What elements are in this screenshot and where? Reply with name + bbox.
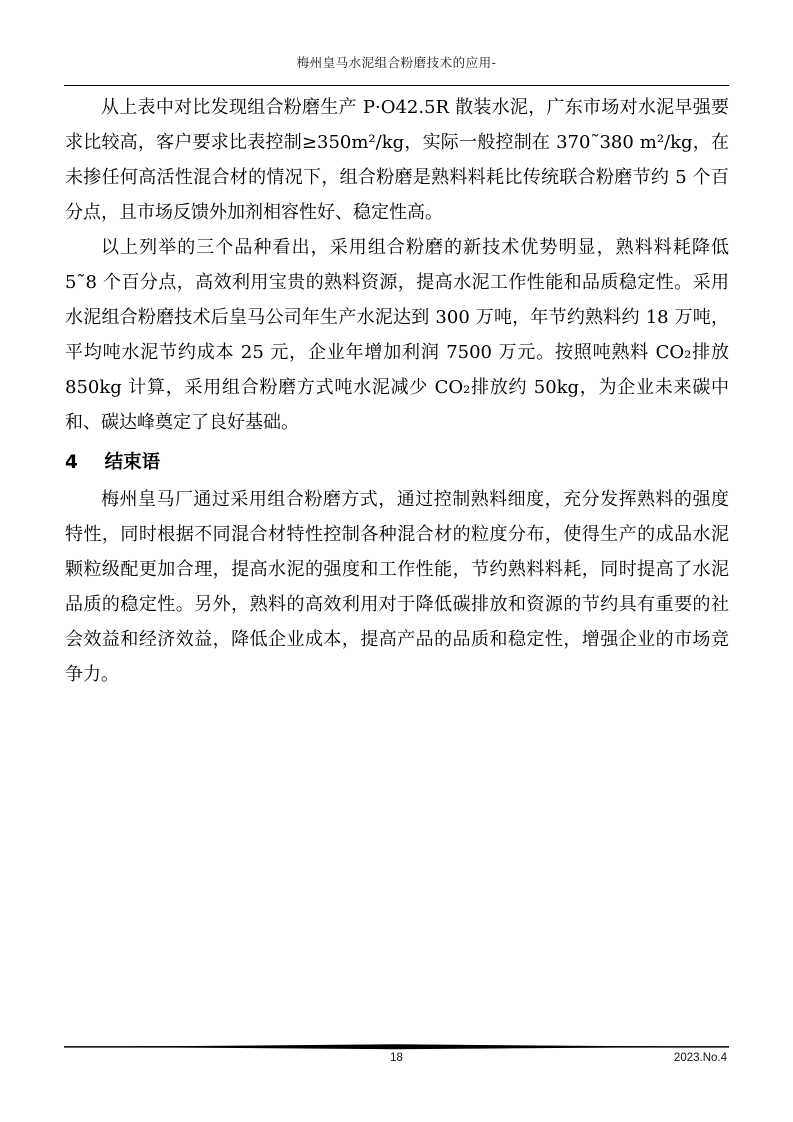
document-body: [0, 86, 793, 692]
paragraph-benefits: 以上列举的三个品种看出，采用组合粉磨的新技术优势明显，熟料料耗降低 5˜8 个百分点，高效利用宝贵的熟料资源，提高水泥工作性能和品质稳定性。采用水泥组合粉磨技术后皇马公司年生产水泥达到 300 万吨，年节约熟料约 18 万吨，平均吨水泥节约成本 25 元，企业年增加利润 7500 万元。按照吨熟料 CO₂排放 850kg 计算，采用组合粉磨方式吨水泥减少 CO₂排放约 50kg，为企业未来碳中和、碳达峰奠定了良好基础。: [65, 237, 729, 433]
running-header: [0, 0, 793, 86]
section-title: 结束语: [104, 452, 161, 473]
page-number: 18: [390, 1052, 403, 1064]
footer-row: [64, 1052, 729, 1068]
section-heading: [65, 447, 729, 479]
section-number: 4: [65, 452, 78, 473]
footer-rule: [64, 1044, 729, 1050]
paragraph-conclusion: 梅州皇马厂通过采用组合粉磨方式，通过控制熟料细度，充分发挥熟料的强度特性，同时根据不同混合材特性控制各种混合材的粒度分布，使得生产的成品水泥颗粒级配更加合理，提高水泥的强度和工作性能，节约熟料料耗，同时提高了水泥品质的稳定性。另外，熟料的高效利用对于降低碳排放和资源的节约具有重要的社会效益和经济效益，降低企业成本，提高产品的品质和稳定性，增强企业的市场竞争力。: [65, 489, 729, 685]
page-footer: [64, 1044, 729, 1068]
running-header-title: 梅州皇马水泥组合粉磨技术的应用-: [296, 55, 497, 70]
paragraph-comparison: 从上表中对比发现组合粉磨生产 P·O42.5R 散装水泥，广东市场对水泥早强要求比较高，客户要求比表控制≥350m²/kg，实际一般控制在 370˜380 m²/kg，在未掺任何高活性混合材的情况下，组合粉磨是熟料料耗比传统联合粉磨节约 5 个百分点，且市场反馈外加剂相容性好、稳定性高。: [65, 97, 729, 223]
issue-number: 2023.No.4: [673, 1052, 727, 1064]
